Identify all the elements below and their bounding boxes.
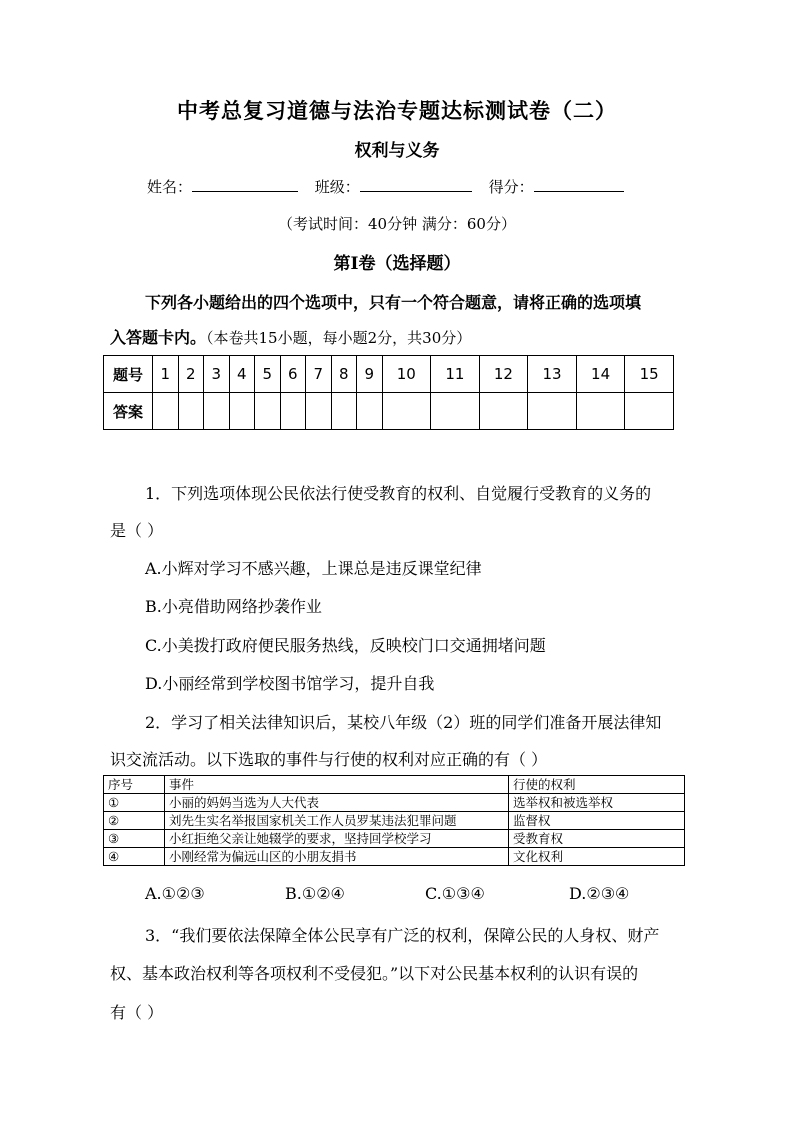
- col-header-right: 行使的权利: [509, 776, 685, 794]
- answer-table-number-row: [104, 356, 674, 393]
- row-event: 小刚经常为偏远山区的小朋友捐书: [165, 848, 509, 866]
- row-event: 小红拒绝父亲让她辍学的要求，坚持回学校学习: [165, 830, 509, 848]
- answer-cell[interactable]: [625, 393, 674, 430]
- q1-option-c: C.小美拨打政府便民服务热线，反映校门口交通拥堵问题: [145, 636, 546, 655]
- q2-option-b: B.①②④: [285, 884, 345, 903]
- exam-time-info: （考试时间：40分钟 满分：60分）: [278, 215, 516, 233]
- q1-stem-line1: 1．下列选项体现公民依法行使受教育的权利、自觉履行受教育的义务的: [145, 484, 652, 503]
- table-row: [104, 848, 685, 866]
- class-blank[interactable]: [360, 177, 472, 192]
- q3-stem-line2: 权、基本政治权利等各项权利不受侵犯。”以下对公民基本权利的认识有误的: [110, 964, 639, 983]
- question-number: 2: [178, 356, 204, 393]
- row-right: 监督权: [509, 812, 685, 830]
- exam-title: 中考总复习道德与法治专题达标测试卷（二）: [177, 98, 617, 123]
- answer-cell[interactable]: [431, 393, 480, 430]
- q1-stem-line2: 是（ ）: [110, 521, 164, 540]
- q1-option-a: A.小辉对学习不感兴趣，上课总是违反课堂纪律: [145, 559, 482, 578]
- question-number: 14: [576, 356, 625, 393]
- table-row: [104, 812, 685, 830]
- q2-option-a: A.①②③: [145, 884, 205, 903]
- table-row: [104, 794, 685, 812]
- answer-cell[interactable]: [479, 393, 528, 430]
- instruction-normal: （本卷共15小题，每小题2分，共30分）: [206, 329, 472, 347]
- answer-table-header-number: 题号: [104, 356, 153, 393]
- answer-cell[interactable]: [576, 393, 625, 430]
- answer-cell[interactable]: [204, 393, 230, 430]
- answer-cell[interactable]: [280, 393, 306, 430]
- question-number: 7: [306, 356, 332, 393]
- score-blank[interactable]: [534, 177, 624, 192]
- row-index: ④: [104, 848, 165, 866]
- table-header-row: [104, 776, 685, 794]
- question-number: 4: [229, 356, 255, 393]
- question-number: 11: [431, 356, 480, 393]
- question-number: 3: [204, 356, 230, 393]
- question-number: 15: [625, 356, 674, 393]
- question-number: 10: [382, 356, 431, 393]
- student-info-line: [147, 176, 636, 197]
- question-number: 13: [528, 356, 577, 393]
- score-label: 得分：: [488, 178, 534, 196]
- row-event: 小丽的妈妈当选为人大代表: [165, 794, 509, 812]
- question-number: 8: [331, 356, 357, 393]
- col-header-index: 序号: [104, 776, 165, 794]
- col-header-event: 事件: [165, 776, 509, 794]
- q2-stem-line1: 2．学习了相关法律知识后，某校八年级（2）班的同学们准备开展法律知: [145, 713, 662, 732]
- q2-events-table: [103, 775, 685, 866]
- answer-cell[interactable]: [306, 393, 332, 430]
- question-number: 6: [280, 356, 306, 393]
- table-row: [104, 830, 685, 848]
- class-label: 班级：: [314, 178, 360, 196]
- q2-stem-line2: 识交流活动。以下选取的事件与行使的权利对应正确的有（ ）: [110, 750, 548, 769]
- q1-option-d: D.小丽经常到学校图书馆学习，提升自我: [145, 674, 435, 693]
- question-number: 1: [153, 356, 179, 393]
- answer-cell[interactable]: [528, 393, 577, 430]
- answer-cell[interactable]: [178, 393, 204, 430]
- instruction-bold: 入答题卡内。: [110, 328, 207, 347]
- q2-option-c: C.①③④: [425, 884, 485, 903]
- answer-cell[interactable]: [357, 393, 383, 430]
- question-number: 12: [479, 356, 528, 393]
- question-number: 9: [357, 356, 383, 393]
- q3-stem-line1: 3．“我们要依法保障全体公民享有广泛的权利，保障公民的人身权、财产: [145, 926, 660, 945]
- q2-option-d: D.②③④: [569, 884, 630, 903]
- row-right: 受教育权: [509, 830, 685, 848]
- instruction-line1: 下列各小题给出的四个选项中，只有一个符合题意，请将正确的选项填: [145, 293, 642, 312]
- row-index: ②: [104, 812, 165, 830]
- part1-title: 第Ⅰ卷（选择题）: [333, 254, 461, 274]
- answer-table-answer-row: [104, 393, 674, 430]
- answer-cell[interactable]: [153, 393, 179, 430]
- instruction-line2: [110, 325, 471, 348]
- answer-cell[interactable]: [382, 393, 431, 430]
- q1-option-b: B.小亮借助网络抄袭作业: [145, 597, 322, 616]
- q3-stem-line3: 有（ ）: [110, 1003, 164, 1022]
- name-label: 姓名：: [147, 178, 193, 196]
- answer-cell[interactable]: [255, 393, 281, 430]
- row-event: 刘先生实名举报国家机关工作人员罗某违法犯罪问题: [165, 812, 509, 830]
- answer-cell[interactable]: [229, 393, 255, 430]
- answer-sheet-table: [103, 355, 674, 430]
- exam-subtitle: 权利与义务: [354, 141, 440, 161]
- row-right: 选举权和被选举权: [509, 794, 685, 812]
- answer-table-header-answer: 答案: [104, 393, 153, 430]
- name-blank[interactable]: [192, 177, 298, 192]
- question-number: 5: [255, 356, 281, 393]
- row-index: ①: [104, 794, 165, 812]
- row-index: ③: [104, 830, 165, 848]
- row-right: 文化权利: [509, 848, 685, 866]
- answer-cell[interactable]: [331, 393, 357, 430]
